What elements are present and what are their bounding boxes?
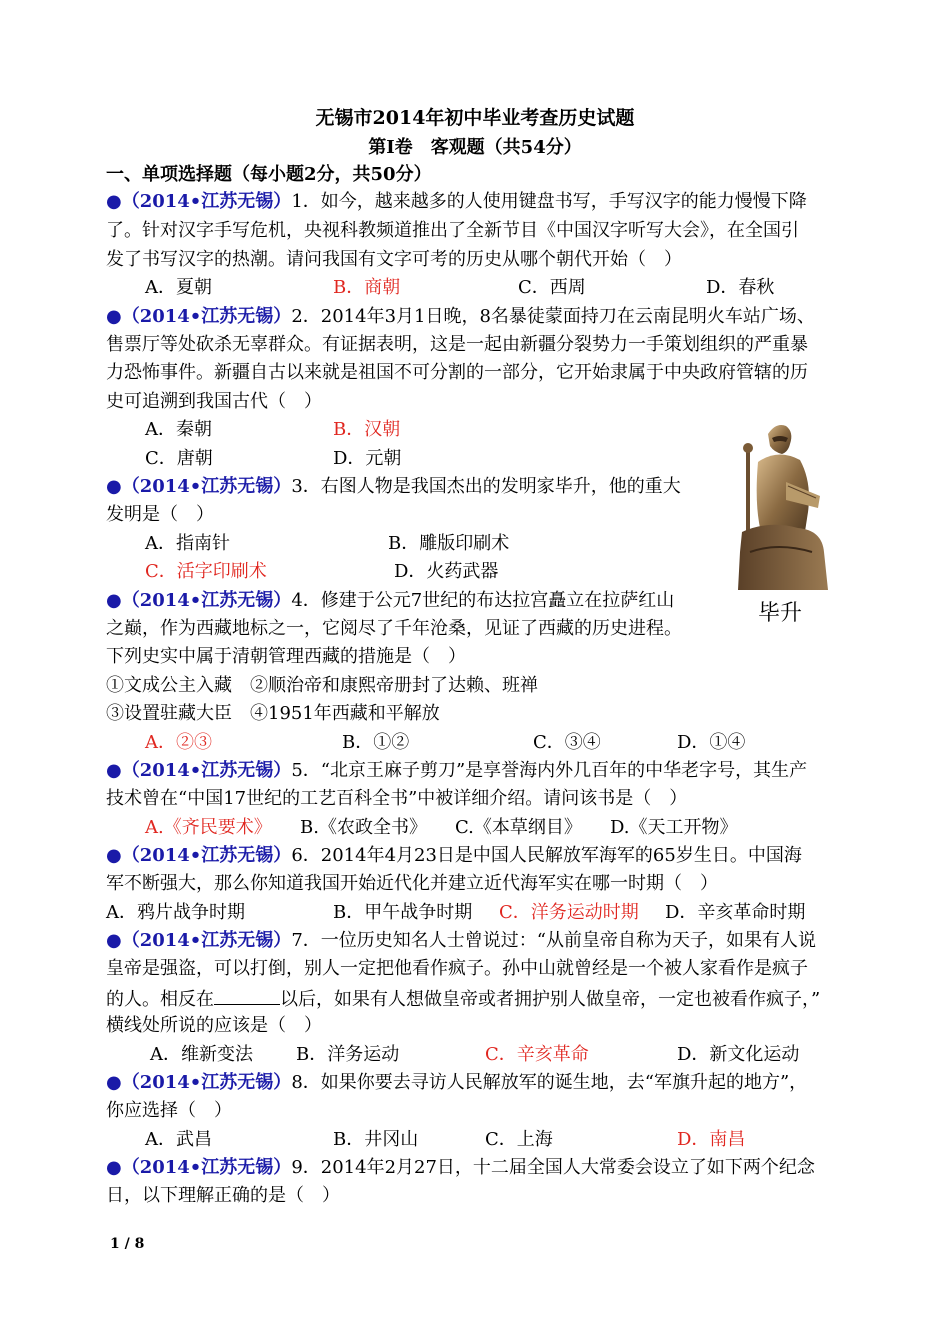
source-tag: ●（2014•江苏无锡） [106, 1157, 292, 1178]
q6-option-d: D．辛亥革命时期 [665, 902, 806, 923]
question-2-line-3: 力恐怖事件。新疆自古以来就是祖国不可分割的一部分，它开始隶属于中央政府管辖的历 [106, 362, 808, 383]
exam-subtitle: 第Ⅰ卷 客观题（共54分） [368, 137, 582, 158]
q7-option-c-answer: C．辛亥革命 [485, 1044, 589, 1065]
q2-option-b-answer: B．汉朝 [333, 419, 401, 440]
question-1-line-3: 发了书写汉字的热潮。请问我国有文字可考的历史从哪个朝代开始（ ） [106, 249, 682, 270]
q7-option-a: A．维新变法 [150, 1044, 253, 1065]
q8-option-d-answer: D．南昌 [677, 1129, 746, 1150]
question-7-line-4: 横线处所说的应该是（ ） [106, 1015, 322, 1036]
source-tag: ●（2014•江苏无锡） [106, 930, 292, 951]
section-heading: 一、单项选择题（每小题2分，共50分） [106, 164, 432, 185]
question-9-line-2: 日，以下理解正确的是（ ） [106, 1185, 340, 1206]
question-2-line-4: 史可追溯到我国古代（ ） [106, 391, 322, 412]
question-4-line-1: ●（2014•江苏无锡）4．修建于公元7世纪的布达拉宫矗立在拉萨红山 [106, 590, 675, 611]
source-tag: ●（2014•江苏无锡） [106, 1072, 292, 1093]
question-5-line-2: 技术曾在“中国17世纪的工艺百科全书”中被详细介绍。请问该书是（ ） [106, 788, 688, 809]
question-4-line-5: ③设置驻藏大臣 ④1951年西藏和平解放 [106, 703, 440, 724]
q5-option-c: C.《本草纲目》 [455, 817, 582, 838]
exam-title: 无锡市2014年初中毕业考查历史试题 [315, 107, 635, 129]
q6-option-b: B．甲午战争时期 [333, 902, 473, 923]
question-6-line-1: ●（2014•江苏无锡）6．2014年4月23日是中国人民解放军海军的65岁生日。中国海 [106, 845, 802, 866]
question-8-line-2: 你应选择（ ） [106, 1100, 232, 1121]
q6-option-a: A．鸦片战争时期 [106, 902, 245, 923]
q5-option-d: D.《天工开物》 [610, 817, 738, 838]
source-tag: ●（2014•江苏无锡） [106, 476, 292, 497]
q3-option-c-answer: C．活字印刷术 [145, 561, 267, 582]
q2-option-d: D．元朝 [333, 448, 402, 469]
q1-option-a: A．夏朝 [145, 277, 212, 298]
source-tag: ●（2014•江苏无锡） [106, 845, 292, 866]
question-7-line-2: 皇帝是强盗，可以打倒，别人一定把他看作疯子。孙中山就曾经是一个被人家看作是疯子 [106, 958, 808, 979]
q8-option-b: B．井冈山 [333, 1129, 419, 1150]
q1-option-d: D．春秋 [706, 277, 775, 298]
question-7-line-1: ●（2014•江苏无锡）7．一位历史知名人士曾说过：“从前皇帝自称为天子，如果有人说 [106, 930, 816, 951]
q4-option-c: C．③④ [533, 732, 601, 753]
source-tag: ●（2014•江苏无锡） [106, 590, 292, 611]
question-2-line-1: ●（2014•江苏无锡）2．2014年3月1日晚，8名暴徒蒙面持刀在云南昆明火车站广场、 [106, 306, 815, 327]
source-tag: ●（2014•江苏无锡） [106, 760, 292, 781]
question-9-line-1: ●（2014•江苏无锡）9．2014年2月27日，十二届全国人大常委会设立了如下两个纪念 [106, 1157, 815, 1178]
question-8-line-1: ●（2014•江苏无锡）8．如果你要去寻访人民解放军的诞生地，去“军旗升起的地方”， [106, 1072, 808, 1093]
q2-option-c: C．唐朝 [145, 448, 213, 469]
question-4-line-4: ①文成公主入藏 ②顺治帝和康熙帝册封了达赖、班禅 [106, 675, 538, 696]
q4-option-a-answer: A．②③ [145, 732, 212, 753]
q1-option-c: C．西周 [518, 277, 586, 298]
q5-option-a-answer: A.《齐民要术》 [145, 817, 272, 838]
question-1-line-2: 了。针对汉字手写危机，央视科教频道推出了全新节目《中国汉字听写大会》，在全国引 [106, 220, 799, 241]
question-4-line-2: 之巅，作为西藏地标之一，它阅尽了千年沧桑，见证了西藏的历史进程。 [106, 618, 682, 639]
q4-option-d: D．①④ [677, 732, 746, 753]
q3-option-b: B．雕版印刷术 [388, 533, 510, 554]
question-1-line-1: ●（2014•江苏无锡）1．如今，越来越多的人使用键盘书写，手写汉字的能力慢慢下降 [106, 191, 807, 212]
q8-option-a: A．武昌 [145, 1129, 212, 1150]
question-3-line-1: ●（2014•江苏无锡）3．右图人物是我国杰出的发明家毕升，他的重大 [106, 476, 681, 497]
q8-option-c: C．上海 [485, 1129, 553, 1150]
source-tag: ●（2014•江苏无锡） [106, 191, 292, 212]
q5-option-b: B.《农政全书》 [300, 817, 427, 838]
question-5-line-1: ●（2014•江苏无锡）5．“北京王麻子剪刀”是享誉海内外几百年的中华老字号，其生产 [106, 760, 808, 781]
source-tag: ●（2014•江苏无锡） [106, 306, 292, 327]
q4-option-b: B．①② [342, 732, 410, 753]
bi-sheng-statue-image [728, 412, 836, 590]
question-7-line-3: 的人。相反在 以后，如果有人想做皇帝或者拥护别人做皇帝，一定也被看作疯子，” [106, 986, 820, 1012]
q6-option-c-answer: C．洋务运动时期 [499, 902, 639, 923]
q1-option-b-answer: B．商朝 [333, 277, 401, 298]
question-6-line-2: 军不断强大，那么你知道我国开始近代化并建立近代海军实在哪一时期（ ） [106, 873, 718, 894]
q3-option-d: D．火药武器 [394, 561, 499, 582]
q7-option-b: B．洋务运动 [296, 1044, 400, 1065]
figure-caption: 毕升 [757, 601, 802, 626]
q2-option-a: A．秦朝 [145, 419, 212, 440]
question-4-line-3: 下列史实中属于清朝管理西藏的措施是（ ） [106, 646, 466, 667]
page-number: 1 / 8 [110, 1236, 145, 1252]
q7-option-d: D．新文化运动 [677, 1044, 800, 1065]
question-3-line-2: 发明是（ ） [106, 504, 214, 525]
answer-blank [214, 986, 280, 1005]
q3-option-a: A．指南针 [145, 533, 230, 554]
question-2-line-2: 售票厅等处砍杀无辜群众。有证据表明，这是一起由新疆分裂势力一手策划组织的严重暴 [106, 334, 808, 355]
